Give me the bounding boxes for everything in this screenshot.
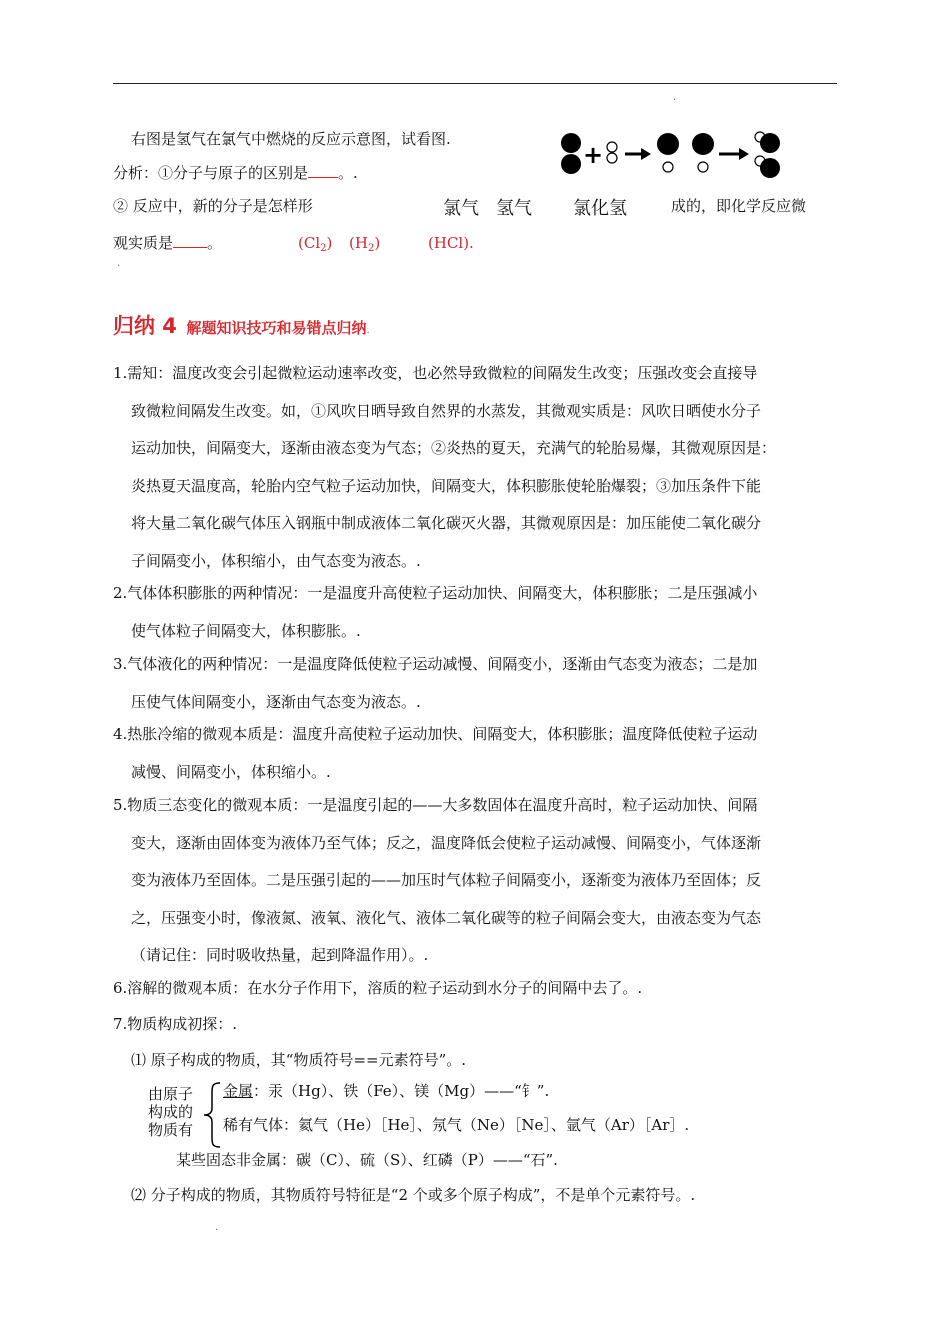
item-4: 4.热胀冷缩的微观本质是：温度升高使粒子运动加快、间隔变大，体积膨胀；温度降低使粒子运动 减慢、间隔变小，体积缩小。. bbox=[113, 725, 758, 781]
intro-tail-mark: . bbox=[117, 258, 121, 269]
section-number: 归纳 4 bbox=[113, 314, 177, 338]
cl-atom-icon bbox=[657, 133, 679, 155]
header-rule bbox=[113, 83, 837, 84]
cl-atom-icon bbox=[692, 133, 714, 155]
cl-atom-icon bbox=[760, 133, 780, 153]
arrow-head-icon bbox=[641, 148, 651, 160]
curly-brace-icon bbox=[200, 1080, 222, 1150]
intro-line-3b: 成的，即化学反应微 bbox=[671, 197, 807, 215]
item-7: 7.物质构成初探：. bbox=[113, 1015, 238, 1033]
item-5: 5.物质三态变化的微观本质：一是温度引起的——大多数固体在温度升高时，粒子运动加快、间隔 变大，逐渐由固体变为液体乃至气体；反之，温度降低会使粒子运动减慢、间隔变小，气体逐渐 变为液体乃至固体。二是压强引起的——加压时气体粒子间隔变小，逐渐变为液体乃至固体；反 之，压强变小时，像液氮、液氧、液化气、液体二氧化碳等的粒子间隔会变大，由液态变为气态 （请记住：同时吸收热量，起到降温作用）。. bbox=[113, 796, 762, 964]
gas-name-cl2: 氯气 bbox=[443, 198, 479, 219]
formula-h2: $(H_2)$ bbox=[349, 234, 381, 254]
section-heading: 归纳 4 解题知识技巧和易错点归纳. bbox=[113, 314, 370, 338]
bracket-label: 由原子 构成的 物质有 bbox=[148, 1085, 194, 1139]
item-1: 1.需知：温度改变会引起微粒运动速率改变，也必然导致微粒的间隔发生改变；压强改变会直接导 致微粒间隔发生改变。如，①风吹日晒导致自然界的水蒸发，其微观实质是：风吹日晒使水分子 运动加快，间隔变大，逐渐由液态变为气态；②炎热的夏天，充满气的轮胎易爆，其微观原因是： 炎热夏天温度高，轮胎内空气粒子运动加快，间隔变大，体积膨胀使轮胎爆裂；③加压条件下能 将大量二氧化碳气体压入钢瓶中制成液体二氧化碳灭火器，其微观原因是：加压能使二氧化碳分 子间隔变小，体积缩小，由气态变为液态。. bbox=[113, 364, 777, 570]
cl-atom-icon bbox=[561, 133, 581, 153]
formula-cl2: $(Cl_2)$ bbox=[298, 234, 333, 254]
h-atom-icon bbox=[663, 162, 673, 172]
gas-name-h2: 氢气 bbox=[496, 198, 532, 219]
intro-line-1: 右图是氢气在氯气中燃烧的反应示意图，试看图. bbox=[131, 130, 451, 148]
item-6: 6.溶解的微观本质：在水分子作用下，溶质的粒子运动到水分子的间隔中去了。. bbox=[113, 979, 643, 997]
gas-name-hcl: 氯化氢 bbox=[573, 198, 627, 219]
answer-blank-1 bbox=[308, 163, 338, 178]
header-mark: . bbox=[673, 92, 677, 103]
formula-hcl: (HCl). bbox=[428, 234, 474, 252]
reaction-diagram bbox=[555, 127, 785, 183]
intro-line-3a: ② 反应中，新的分子是怎样形 bbox=[113, 197, 313, 215]
h-atom-icon bbox=[607, 153, 617, 163]
sub-item-1: ⑴ 原子构成的物质，其“物质符号==元素符号”。. bbox=[131, 1051, 467, 1069]
intro-line-4: 观实质是 。 bbox=[113, 234, 223, 252]
section-title: 解题知识技巧和易错点归纳 bbox=[186, 319, 367, 337]
cl-atom-icon bbox=[760, 158, 780, 178]
nonmetal-line: 某些固态非金属：碳（C）、硫（S）、红磷（P）——“石”. bbox=[176, 1151, 558, 1169]
end-mark: . bbox=[215, 1222, 219, 1233]
h-atom-icon bbox=[698, 162, 708, 172]
cl-atom-icon bbox=[561, 154, 581, 174]
item-3: 3.气体液化的两种情况：一是温度降低使粒子运动减慢、间隔变小，逐渐由气态变为液态；二是加 压使气体间隔变小，逐渐由气态变为液态。. bbox=[113, 655, 758, 711]
plus-icon: + bbox=[583, 141, 604, 169]
answer-blank-2 bbox=[173, 233, 207, 248]
item-2: 2.气体体积膨胀的两种情况：一是温度升高使粒子运动加快、间隔变大，体积膨胀；二是压强减小 使气体粒子间隔变大，体积膨胀。. bbox=[113, 584, 758, 640]
h-atom-icon bbox=[607, 142, 617, 152]
intro-line-2: 分析：①分子与原子的区别是 。. bbox=[113, 164, 358, 182]
metal-line: 金属：汞（Hg）、铁（Fe）、镁（Mg）——“钅”. bbox=[223, 1082, 550, 1100]
noble-gas-line: 稀有气体：氦气（He）［He］、氖气（Ne）［Ne］、氩气（Ar）［Ar］. bbox=[223, 1116, 690, 1134]
sub-item-2: ⑵ 分子构成的物质，其物质符号特征是“2 个或多个原子构成”，不是单个元素符号。. bbox=[131, 1186, 696, 1204]
arrow-head-icon bbox=[739, 148, 749, 160]
